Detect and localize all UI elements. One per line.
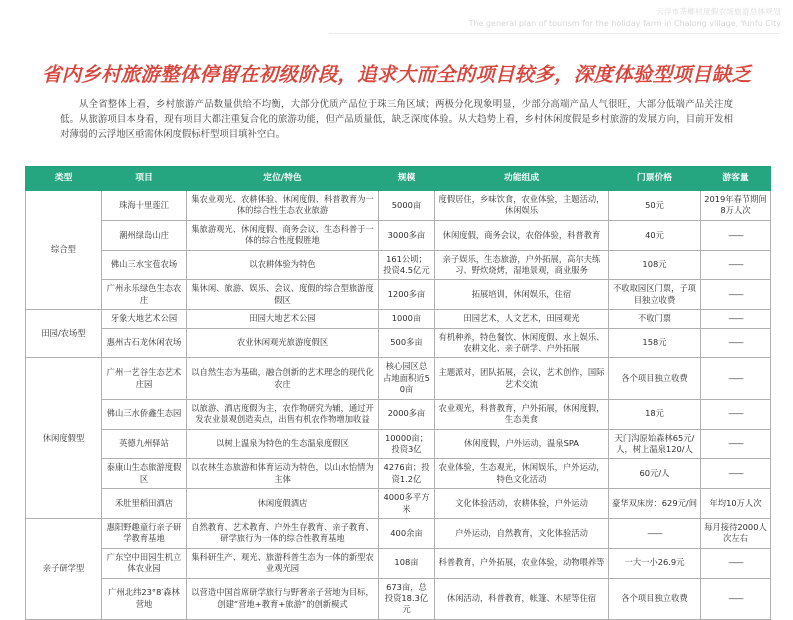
cell-functions: 休闲度假，户外运动，温泉SPA	[435, 429, 609, 459]
cell-scale: 1000亩	[379, 310, 435, 328]
col-header-position: 定位/特色	[187, 167, 379, 191]
table-row	[26, 280, 771, 310]
col-header-price: 门票价格	[609, 167, 701, 191]
cell-price: 60元/人	[609, 459, 701, 489]
cell-visitors: 每月接待2000人次左右	[701, 518, 771, 548]
table-row	[26, 220, 771, 250]
cell-scale: 673亩，总投资18.3亿元	[379, 578, 435, 619]
cell-visitors: ——	[701, 459, 771, 489]
group-type-cell: 田园/农场型	[26, 310, 102, 358]
header-title-cn: 云浮市茶榔村度假农场旅游总体规划	[656, 7, 781, 16]
cell-scale: 3000多亩	[379, 220, 435, 250]
cell-price: 天门沟原始森林65元/人，树上温泉120/人	[609, 429, 701, 459]
cell-price: 158元	[609, 328, 701, 358]
cell-scale: 108亩	[379, 548, 435, 578]
cell-functions: 休闲度假，商务会议，农俗体验，科普教育	[435, 220, 609, 250]
cell-price: 豪华双床房：629元/间	[609, 489, 701, 519]
cell-visitors: ——	[701, 429, 771, 459]
cell-scale: 400余亩	[379, 518, 435, 548]
table-row	[26, 310, 771, 328]
cell-visitors: ——	[701, 399, 771, 429]
cell-position: 农业休闲观光旅游度假区	[187, 328, 379, 358]
comparison-table	[25, 166, 771, 620]
cell-scale: 4000多平方米	[379, 489, 435, 519]
cell-scale: 1200多亩	[379, 280, 435, 310]
cell-position: 集休闲、旅游、娱乐、会议、度假的综合型旅游度假区	[187, 280, 379, 310]
cell-scale: 4276亩；投资1.2亿	[379, 459, 435, 489]
cell-visitors: ——	[701, 548, 771, 578]
cell-price: 各个项目独立收费	[609, 358, 701, 399]
cell-visitors: ——	[701, 250, 771, 280]
table-header	[26, 167, 771, 191]
cell-position: 以农耕体验为特色	[187, 250, 379, 280]
cell-position: 休闲度假酒店	[187, 489, 379, 519]
cell-project: 广州北纬23°8′森林营地	[102, 578, 187, 619]
cell-position: 以树上温泉为特色的生态温泉度假区	[187, 429, 379, 459]
table-row	[26, 548, 771, 578]
cell-functions: 休闲活动，科普教育，帐篷、木屋等住宿	[435, 578, 609, 619]
cell-functions: 田园艺术，人文艺术，田园观光	[435, 310, 609, 328]
cell-project: 佛山三水侨鑫生态园	[102, 399, 187, 429]
cell-visitors: 年均10万人次	[701, 489, 771, 519]
page-header	[0, 0, 793, 34]
cell-position: 以自然生态为基础，融合创新的艺术理念的现代化农庄	[187, 358, 379, 399]
cell-visitors: ——	[701, 358, 771, 399]
cell-visitors: ——	[701, 328, 771, 358]
cell-position: 自然教育、艺术教育、户外生存教育、亲子教育、研学旅行为一体的综合性教育基地	[187, 518, 379, 548]
table-row	[26, 518, 771, 548]
col-header-visitors: 游客量	[701, 167, 771, 191]
cell-position: 以旅游、酒店度假为主，农作物研究为辅，通过开发农业景观创造卖点，出售有机农作物增加收益	[187, 399, 379, 429]
cell-functions: 度假居住，乡味饮食，农业体验，主题活动，休闲娱乐	[435, 191, 609, 221]
col-header-functions: 功能组成	[435, 167, 609, 191]
cell-project: 禾肚里稻田酒店	[102, 489, 187, 519]
cell-project: 英德九州驿站	[102, 429, 187, 459]
cell-project: 佛山三水宝苞农场	[102, 250, 187, 280]
cell-price: 50元	[609, 191, 701, 221]
cell-position: 集旅游观光、休闲度假、商务会议、生态科普于一体的综合性度假胜地	[187, 220, 379, 250]
cell-functions: 主题派对，团队拓展，会议，艺术创作，国际艺术交流	[435, 358, 609, 399]
cell-scale: 5000亩	[379, 191, 435, 221]
cell-project: 泰康山生态旅游度假区	[102, 459, 187, 489]
table-body	[26, 191, 771, 620]
table-row	[26, 429, 771, 459]
cell-functions: 文化体验活动，农耕体验，户外运动	[435, 489, 609, 519]
comparison-table-wrapper	[25, 166, 770, 620]
cell-scale: 161公顷；投资4.5亿元	[379, 250, 435, 280]
header-title-en: The general plan of tourism for the holiday farm in Chalong village, Yunfu City	[468, 19, 781, 28]
cell-project: 惠阳野趣童行亲子研学教育基地	[102, 518, 187, 548]
page-title: 省内乡村旅游整体停留在初级阶段，追求大而全的项目较多，深度体验型项目缺乏	[41, 63, 752, 86]
cell-position: 集农业观光、农耕体验、休闲度假、科普教育为一体的综合性生态农业旅游	[187, 191, 379, 221]
cell-price: 一大一小26.9元	[609, 548, 701, 578]
cell-visitors: ——	[701, 310, 771, 328]
cell-visitors: ——	[701, 578, 771, 619]
table-row	[26, 250, 771, 280]
cell-visitors: ——	[701, 280, 771, 310]
cell-project: 潮州绿岛山庄	[102, 220, 187, 250]
cell-visitors: 2019年春节期间8万人次	[701, 191, 771, 221]
cell-project: 广东空中田园生机立体农业园	[102, 548, 187, 578]
col-header-type: 类型	[26, 167, 102, 191]
intro-paragraph: 从全省整体上看，乡村旅游产品数量供给不均衡，大部分优质产品位于珠三角区域；两极分化现象明显，少部分高端产品人气很旺，大部分低端产品关注度低。从旅游项目本身看，现有项目大都注重复合化的旅游功能，但产品质量低，缺乏深度体验。从大趋势上看，乡村休闲度假是乡村旅游的发展方向，目前开发相对薄弱的云浮地区亟需休闲度假标杆型项目填补空白。	[60, 99, 733, 141]
table-row	[26, 358, 771, 399]
cell-price: ——	[609, 518, 701, 548]
group-type-cell: 亲子研学型	[26, 518, 102, 619]
cell-price: 不收取园区门票，子项目独立收费	[609, 280, 701, 310]
cell-functions: 农业体验，生态观光，休闲娱乐，户外运动，特色文化活动	[435, 459, 609, 489]
cell-scale: 2000多亩	[379, 399, 435, 429]
table-row	[26, 578, 771, 619]
cell-functions: 有机种养，特色餐饮、休闲度假、水上娱乐、农耕文化、亲子研学、户外拓展	[435, 328, 609, 358]
cell-project: 牙象大地艺术公园	[102, 310, 187, 328]
cell-functions: 农业观光，科普教育，户外拓展，休闲度假，生态美食	[435, 399, 609, 429]
cell-price: 不收门票	[609, 310, 701, 328]
cell-price: 40元	[609, 220, 701, 250]
cell-position: 田园大地艺术公园	[187, 310, 379, 328]
table-header-row	[26, 167, 771, 191]
cell-functions: 亲子娱乐，生态旅游，户外拓展，高尔夫练习、野炊烧烤，湿地景观，商业服务	[435, 250, 609, 280]
cell-project: 广州永乐绿色生态农庄	[102, 280, 187, 310]
cell-functions: 科普教育，户外拓展，农业体验，动物喂养等	[435, 548, 609, 578]
group-type-cell: 综合型	[26, 191, 102, 310]
cell-position: 集科研生产、观光、旅游科普生态为一体的新型农业观光园	[187, 548, 379, 578]
table-row	[26, 489, 771, 519]
cell-scale: 500多亩	[379, 328, 435, 358]
table-row	[26, 191, 771, 221]
col-header-project: 项目	[102, 167, 187, 191]
table-row	[26, 328, 771, 358]
table-row	[26, 459, 771, 489]
cell-scale: 核心园区总占地面积近50亩	[379, 358, 435, 399]
cell-price: 18元	[609, 399, 701, 429]
cell-project: 广州一艺谷生态艺术庄园	[102, 358, 187, 399]
cell-scale: 10000亩；投资3亿	[379, 429, 435, 459]
header-divider	[329, 33, 781, 34]
group-type-cell: 休闲度假型	[26, 358, 102, 518]
cell-project: 惠州古石龙休闲农场	[102, 328, 187, 358]
cell-functions: 拓展培训，休闲娱乐，住宿	[435, 280, 609, 310]
cell-price: 108元	[609, 250, 701, 280]
cell-position: 以农林生态旅游和体育运动为特色，以山水怡情为主体	[187, 459, 379, 489]
cell-price: 各个项目独立收费	[609, 578, 701, 619]
cell-project: 珠海十里莲江	[102, 191, 187, 221]
table-row	[26, 399, 771, 429]
cell-functions: 户外运动，自然教育，文化体验活动	[435, 518, 609, 548]
cell-visitors: ——	[701, 220, 771, 250]
col-header-scale: 规模	[379, 167, 435, 191]
cell-position: 以营造中国首席研学旅行与野奢亲子营地为目标，创建“营地+教育+旅游”的创新模式	[187, 578, 379, 619]
